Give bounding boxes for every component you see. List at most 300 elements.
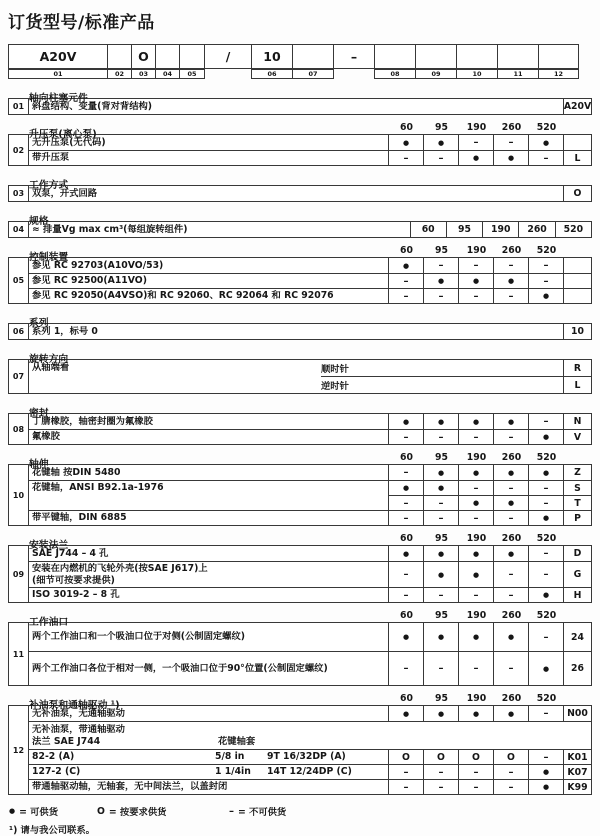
size-column-header: 260 <box>501 610 522 621</box>
availability-dot: ● <box>423 273 458 288</box>
row-description: 参见 RC 92500(A11VO) <box>29 273 388 288</box>
section-heading-row <box>29 173 592 191</box>
row-description: 系列 1，标号 0 <box>32 325 98 337</box>
legend-item <box>229 804 286 818</box>
legend <box>9 804 592 836</box>
availability-dash: – <box>388 429 423 444</box>
size-column-header: 520 <box>536 693 557 704</box>
code-position-number: 06 <box>251 69 293 79</box>
table-row <box>29 561 591 587</box>
row-code: K99 <box>563 779 591 794</box>
legend-symbol: O <box>97 805 105 817</box>
availability-dot: ● <box>458 546 493 561</box>
ordering-code-bar <box>8 44 592 79</box>
availability-dash: – <box>423 429 458 444</box>
section-07-table <box>8 359 592 394</box>
availability-dot: ● <box>458 706 493 721</box>
row-code <box>563 258 591 273</box>
code-cell: O <box>131 44 156 69</box>
sections-container <box>8 86 592 795</box>
section-rows <box>29 324 591 339</box>
section-04-table <box>8 221 592 238</box>
section-12 <box>8 693 592 795</box>
code-cell <box>155 44 180 69</box>
row-description: 参见 RC 92703(A10VO/53) <box>32 259 164 271</box>
section-title: 旋转方向 <box>29 354 69 365</box>
availability-dash: – <box>388 273 423 288</box>
section-title: 控制装置 <box>29 252 69 263</box>
availability-dot: ● <box>493 273 528 288</box>
section-heading-row <box>29 311 592 329</box>
availability-dash: – <box>423 651 458 685</box>
legend-text: = 按要求供货 <box>108 807 167 818</box>
availability-dash: – <box>423 779 458 794</box>
legend-symbol: ● <box>9 807 16 815</box>
size-column-header: 260 <box>501 245 522 256</box>
section-heading-row <box>29 122 592 140</box>
section-number: 12 <box>9 706 29 794</box>
code-cell <box>107 44 132 69</box>
row-code: L <box>563 150 591 165</box>
row-code <box>563 273 591 288</box>
code-position-number: 08 <box>374 69 416 79</box>
availability-dot: ● <box>528 429 563 444</box>
row-description: 带通轴驱动轴，无轴套，无中间法兰，以盖封闭 <box>29 779 388 794</box>
availability-dot: ● <box>423 480 458 495</box>
size-column-header: 95 <box>435 693 448 704</box>
availability-dash: – <box>388 510 423 525</box>
size-column-header: 260 <box>501 693 522 704</box>
availability-dot: ● <box>458 465 493 480</box>
availability-dash: – <box>528 150 563 165</box>
size-column-header: 190 <box>466 452 487 463</box>
section-rows <box>29 222 591 237</box>
availability-dash: – <box>388 651 423 685</box>
row-description: 无补油泵，无通轴驱动 <box>32 707 125 719</box>
row-code: O <box>563 186 591 201</box>
code-position-number: 04 <box>155 69 180 79</box>
row-description: 从轴端看 <box>32 362 70 374</box>
flange-size-text: 82-2 (A) <box>32 751 75 763</box>
availability-dash: – <box>423 495 458 510</box>
section-heading-row <box>29 610 592 628</box>
size-column-header: 520 <box>536 533 557 544</box>
table-row <box>29 495 591 510</box>
availability-dash: – <box>493 510 528 525</box>
code-number-spacer <box>333 69 375 79</box>
availability-dash: – <box>493 764 528 779</box>
section-title: 升压泵(离心泵) <box>29 129 97 140</box>
size-value-cell: 260 <box>518 222 554 237</box>
size-column-header: 60 <box>400 610 413 621</box>
section-06-table <box>8 323 592 340</box>
table-row <box>29 360 591 376</box>
availability-dash: – <box>458 510 493 525</box>
availability-dot: ● <box>388 414 423 429</box>
section-heading-row <box>29 452 592 470</box>
availability-dot: ● <box>388 623 423 651</box>
hub-size-text: 5/8 in <box>215 751 245 763</box>
availability-dot: ● <box>423 135 458 150</box>
availability-dot: ● <box>423 561 458 587</box>
availability-dash: – <box>458 135 493 150</box>
availability-dash: – <box>458 429 493 444</box>
availability-dash: – <box>458 288 493 303</box>
availability-dash: – <box>493 429 528 444</box>
code-position-number: 07 <box>292 69 334 79</box>
section-rows <box>29 99 591 114</box>
availability-dash: – <box>528 706 563 721</box>
size-value-cell: 190 <box>482 222 518 237</box>
code-position-number: 11 <box>497 69 539 79</box>
section-heading-row <box>29 533 592 551</box>
availability-dash: – <box>528 749 563 764</box>
availability-dash: – <box>458 764 493 779</box>
row-code: R <box>563 360 591 376</box>
availability-dash: – <box>388 495 423 510</box>
code-cell <box>374 44 416 69</box>
availability-dash: – <box>528 273 563 288</box>
row-code: P <box>563 510 591 525</box>
availability-dash: – <box>493 779 528 794</box>
availability-dash: – <box>423 510 458 525</box>
table-row <box>29 150 591 165</box>
rotation-option-label: 顺时针 <box>321 364 349 375</box>
row-description: 花键轴 按DIN 5480 <box>32 466 121 478</box>
row-code: K01 <box>563 749 591 764</box>
table-row <box>29 135 591 150</box>
flange-size-text: 127-2 (C) <box>32 766 81 778</box>
size-column-header: 60 <box>400 533 413 544</box>
code-separator-cell: – <box>333 44 375 69</box>
availability-dot: ● <box>528 764 563 779</box>
section-rows <box>29 186 591 201</box>
spline-spec-text: 9T 16/32DP (A) <box>267 751 346 763</box>
availability-on-request: O <box>388 749 423 764</box>
row-code: 26 <box>563 651 591 685</box>
section-09 <box>8 533 592 603</box>
availability-dot: ● <box>423 546 458 561</box>
availability-dash: – <box>423 587 458 602</box>
table-row <box>29 288 591 303</box>
section-06 <box>8 311 592 340</box>
spline-spec-text: 14T 12/24DP (C) <box>267 766 352 778</box>
section-rows <box>29 546 591 602</box>
table-row <box>29 186 591 201</box>
size-column-header: 60 <box>400 452 413 463</box>
row-code: A20V <box>563 101 592 112</box>
section-heading-row <box>29 347 592 365</box>
table-row <box>29 324 591 339</box>
row-code: Z <box>563 465 591 480</box>
section-rows <box>29 135 591 165</box>
availability-dot: ● <box>493 546 528 561</box>
size-value-cell: 95 <box>446 222 482 237</box>
subheader-line1: 无补油泵，带通轴驱动 <box>32 724 125 735</box>
section-03 <box>8 173 592 202</box>
table-row <box>29 414 591 429</box>
availability-dot: ● <box>388 546 423 561</box>
availability-dash: – <box>493 258 528 273</box>
availability-dot: ● <box>458 273 493 288</box>
row-description: 丁腈橡胶，轴密封圈为氟橡胶 <box>32 415 153 427</box>
availability-dash: – <box>423 764 458 779</box>
availability-dash: – <box>528 546 563 561</box>
row-code: D <box>563 546 591 561</box>
availability-dash: – <box>458 587 493 602</box>
size-value-cell: 520 <box>555 222 591 237</box>
legend-items <box>9 804 592 818</box>
section-rows <box>29 465 591 525</box>
section-number: 04 <box>9 222 29 237</box>
code-cell <box>292 44 334 69</box>
legend-text: = 不可供货 <box>238 807 287 818</box>
table-row <box>29 465 591 480</box>
footnote: ¹) 请与我公司联系。 <box>9 825 95 836</box>
size-column-header: 190 <box>466 122 487 133</box>
section-12-table <box>8 705 592 795</box>
section-heading-row <box>29 209 592 227</box>
availability-dot: ● <box>528 779 563 794</box>
row-code: V <box>563 429 591 444</box>
availability-dash: – <box>528 258 563 273</box>
flange-column-label: 法兰 SAE J744 <box>32 735 101 747</box>
availability-dot: ● <box>458 495 493 510</box>
row-code: 10 <box>563 324 591 339</box>
table-row <box>29 99 591 114</box>
availability-dot: ● <box>528 510 563 525</box>
row-description: 带平键轴，DIN 6885 <box>29 510 388 525</box>
page-title: 订货型号/标准产品 <box>8 13 155 33</box>
code-number-spacer <box>204 69 252 79</box>
section-03-table <box>8 185 592 202</box>
code-position-number: 03 <box>131 69 156 79</box>
availability-dash: – <box>388 288 423 303</box>
row-description <box>29 495 388 510</box>
availability-dot: ● <box>493 465 528 480</box>
row-description <box>29 749 388 764</box>
row-description: SAE J744 – 4 孔 <box>32 547 109 559</box>
availability-dash: – <box>423 258 458 273</box>
section-rows <box>29 706 591 794</box>
row-code: G <box>563 561 591 587</box>
size-column-header: 260 <box>501 533 522 544</box>
availability-dot: ● <box>493 623 528 651</box>
section-title: 工作方式 <box>29 180 69 191</box>
code-cells-row <box>8 44 592 69</box>
availability-dash: – <box>528 495 563 510</box>
availability-dash: – <box>528 414 563 429</box>
row-description: 氟橡胶 <box>29 429 388 444</box>
section-title: 补油泵和通轴驱动 ¹) <box>29 700 120 711</box>
table-row <box>29 749 591 764</box>
legend-item <box>97 804 229 818</box>
table-row <box>29 651 591 685</box>
section-title: 系列 <box>29 318 49 329</box>
section-01-table <box>8 98 592 115</box>
availability-on-request: O <box>493 749 528 764</box>
availability-dot: ● <box>528 587 563 602</box>
row-description: 参见 RC 92050(A4VSO)和 RC 92060、RC 92064 和 RC 92076 <box>29 288 388 303</box>
code-cell: 10 <box>251 44 293 69</box>
row-description: 两个工作油口各位于相对一侧，一个吸油口位于90°位置(公制固定螺纹) <box>29 651 388 685</box>
availability-dot: ● <box>388 480 423 495</box>
availability-dash: – <box>388 587 423 602</box>
section-title: 轴伸 <box>29 459 49 470</box>
availability-dash: – <box>388 561 423 587</box>
table-row <box>29 222 591 237</box>
availability-dot: ● <box>528 651 563 685</box>
section-number: 02 <box>9 135 29 165</box>
row-description: 两个工作油口和一个吸油口位于对侧(公制固定螺纹) <box>32 631 246 643</box>
availability-dot: ● <box>493 706 528 721</box>
table-row <box>29 623 591 651</box>
section-number: 08 <box>9 414 29 444</box>
size-column-header: 520 <box>536 122 557 133</box>
code-position-number: 05 <box>179 69 205 79</box>
section-number: 03 <box>9 186 29 201</box>
size-column-header: 520 <box>536 610 557 621</box>
table-row <box>29 480 591 495</box>
availability-on-request: O <box>423 749 458 764</box>
table-row <box>29 273 591 288</box>
availability-dot: ● <box>423 414 458 429</box>
availability-dash: – <box>493 480 528 495</box>
code-cell: A20V <box>8 44 108 69</box>
availability-dot: ● <box>388 258 423 273</box>
section-08 <box>8 401 592 445</box>
subheader-line2 <box>32 736 588 748</box>
size-column-header: 95 <box>435 122 448 133</box>
availability-dash: – <box>388 150 423 165</box>
availability-dash: – <box>528 623 563 651</box>
availability-dot: ● <box>388 135 423 150</box>
section-rows <box>29 623 591 685</box>
code-position-number: 09 <box>415 69 457 79</box>
section-title: 密封 <box>29 408 49 419</box>
availability-dot: ● <box>458 561 493 587</box>
section-number: 07 <box>9 360 29 393</box>
availability-dash: – <box>493 587 528 602</box>
section-rows <box>29 360 591 393</box>
code-position-number: 12 <box>538 69 579 79</box>
code-cell <box>456 44 498 69</box>
section-number: 09 <box>9 546 29 602</box>
row-code: S <box>563 480 591 495</box>
row-description: 双泵，开式回路 <box>32 187 98 199</box>
availability-dash: – <box>458 480 493 495</box>
code-separator-cell: / <box>204 44 252 69</box>
table-row <box>29 779 591 794</box>
description-line2: (细节可按要求提供) <box>32 574 115 586</box>
row-description <box>29 376 321 393</box>
code-cell <box>497 44 539 69</box>
availability-dash: – <box>493 651 528 685</box>
section-09-table <box>8 545 592 603</box>
rotation-option-label: 逆时针 <box>321 376 563 393</box>
section-number: 11 <box>9 623 29 685</box>
availability-dash: – <box>458 258 493 273</box>
availability-dot: ● <box>423 706 458 721</box>
section-05-table <box>8 257 592 304</box>
size-column-header: 95 <box>435 610 448 621</box>
availability-dash: – <box>493 561 528 587</box>
availability-dash: – <box>528 480 563 495</box>
size-column-header: 190 <box>466 610 487 621</box>
row-code: 24 <box>563 623 591 651</box>
availability-dot: ● <box>388 706 423 721</box>
section-number: 01 <box>9 99 29 114</box>
row-description: 带升压泵 <box>29 150 388 165</box>
legend-item <box>9 804 97 818</box>
row-code: K07 <box>563 764 591 779</box>
availability-dot: ● <box>458 150 493 165</box>
row-description: ISO 3019-2 – 8 孔 <box>29 587 388 602</box>
row-code: T <box>563 495 591 510</box>
section-heading-row <box>29 86 592 104</box>
table-row <box>29 429 591 444</box>
section-heading-row <box>29 401 592 419</box>
availability-dot: ● <box>493 150 528 165</box>
row-code: L <box>563 376 591 393</box>
size-column-header: 95 <box>435 533 448 544</box>
size-column-header: 190 <box>466 693 487 704</box>
size-column-header: 190 <box>466 533 487 544</box>
section-heading-row <box>29 245 592 263</box>
size-column-header: 190 <box>466 245 487 256</box>
availability-dot: ● <box>458 623 493 651</box>
section-rows <box>29 258 591 303</box>
availability-dash: – <box>493 288 528 303</box>
section-10 <box>8 452 592 526</box>
availability-dash: – <box>458 651 493 685</box>
availability-dot: ● <box>423 623 458 651</box>
section-rows <box>29 414 591 444</box>
code-numbers-row <box>8 69 592 79</box>
availability-on-request: O <box>458 749 493 764</box>
section-title: 工作油口 <box>29 617 69 628</box>
hub-column-label: 花键轴套 <box>218 735 256 747</box>
size-column-header: 60 <box>400 693 413 704</box>
availability-dash: – <box>458 779 493 794</box>
availability-dash: – <box>528 561 563 587</box>
section-heading-row <box>29 693 592 711</box>
row-description: ≈ 排量Vg max cm³(每组旋转组件) <box>32 223 188 235</box>
table-row <box>29 510 591 525</box>
table-row <box>29 376 591 393</box>
size-column-header: 95 <box>435 245 448 256</box>
section-11 <box>8 610 592 686</box>
code-cell <box>179 44 205 69</box>
availability-dot: ● <box>493 495 528 510</box>
section-title: 轴向柱塞元件 <box>29 93 88 104</box>
size-column-header: 95 <box>435 452 448 463</box>
code-position-number: 02 <box>107 69 132 79</box>
size-column-header: 60 <box>400 245 413 256</box>
row-code <box>563 288 591 303</box>
row-description: 斜盘结构、变量(背对背结构) <box>32 100 153 112</box>
availability-dash: – <box>423 150 458 165</box>
code-position-number: 10 <box>456 69 498 79</box>
row-description <box>29 764 388 779</box>
availability-dot: ● <box>458 414 493 429</box>
code-position-number: 01 <box>8 69 108 79</box>
section-02 <box>8 122 592 166</box>
availability-dot: ● <box>528 465 563 480</box>
section-04 <box>8 209 592 238</box>
code-cell <box>415 44 457 69</box>
section-10-table <box>8 464 592 526</box>
